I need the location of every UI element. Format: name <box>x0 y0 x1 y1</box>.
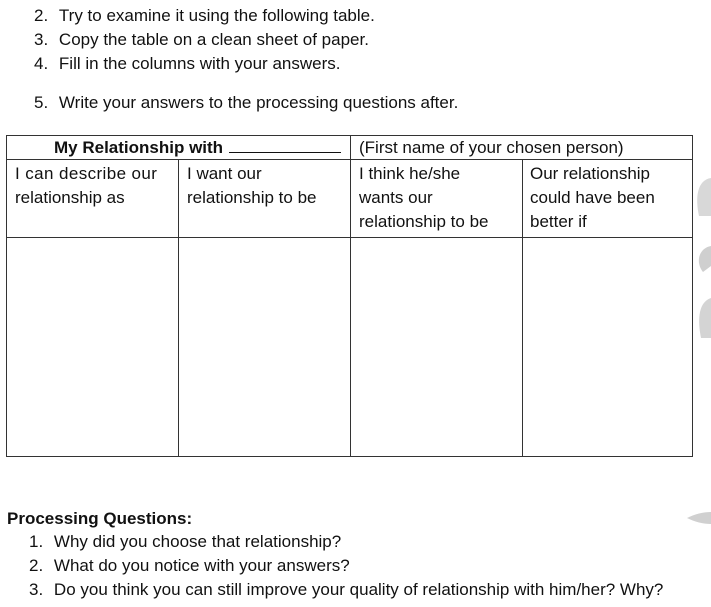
column-header-line: relationship to be <box>359 212 489 231</box>
instruction-item <box>34 30 369 50</box>
column-header-line: better if <box>530 212 587 231</box>
processing-question <box>29 556 350 576</box>
question-number: 1. <box>29 532 44 551</box>
column-header <box>530 162 655 234</box>
instruction-text: Fill in the columns with your answers. <box>58 54 341 73</box>
processing-heading: Processing Questions: <box>7 509 193 528</box>
column-header-line: wants our <box>359 188 433 207</box>
question-text: Do you think you can still improve your quality of relationship with him/her? Why? <box>53 580 664 599</box>
instruction-number: 5. <box>34 93 49 112</box>
column-header-line: relationship to be <box>187 188 317 207</box>
column-header-line: relationship as <box>15 188 125 207</box>
question-number: 2. <box>29 556 44 575</box>
processing-question <box>29 580 663 600</box>
column-header-line: I want our <box>187 164 262 183</box>
column-divider <box>178 159 179 456</box>
column-header-line: I think he/she <box>359 164 461 183</box>
column-divider <box>522 159 523 456</box>
question-text: What do you notice with your answers? <box>53 556 350 575</box>
instruction-text: Copy the table on a clean sheet of paper. <box>58 30 369 49</box>
instruction-number: 2. <box>34 6 49 25</box>
column-header-line: could have been <box>530 188 655 207</box>
column-divider <box>350 136 351 456</box>
table-title-note: (First name of your chosen person) <box>359 138 624 157</box>
column-header <box>187 162 316 210</box>
question-number: 3. <box>29 580 44 599</box>
instruction-item <box>34 6 375 26</box>
table-title <box>54 136 341 160</box>
column-header <box>359 162 488 234</box>
instruction-number: 3. <box>34 30 49 49</box>
instruction-item <box>34 93 458 113</box>
table-title-label: My Relationship with <box>54 138 224 157</box>
processing-question <box>29 532 341 552</box>
name-blank-line <box>229 138 341 153</box>
instruction-text: Try to examine it using the following table. <box>58 6 375 25</box>
relationship-table <box>6 135 693 457</box>
column-header-line: Our relationship <box>530 164 651 183</box>
instruction-number: 4. <box>34 54 49 73</box>
watermark-decoration <box>687 508 711 528</box>
column-header-line: I can describe our <box>15 164 158 183</box>
column-header <box>15 162 157 210</box>
instruction-text: Write your answers to the processing questions after. <box>58 93 459 112</box>
instruction-item <box>34 54 340 74</box>
question-text: Why did you choose that relationship? <box>53 532 342 551</box>
watermark-decoration <box>689 168 711 348</box>
